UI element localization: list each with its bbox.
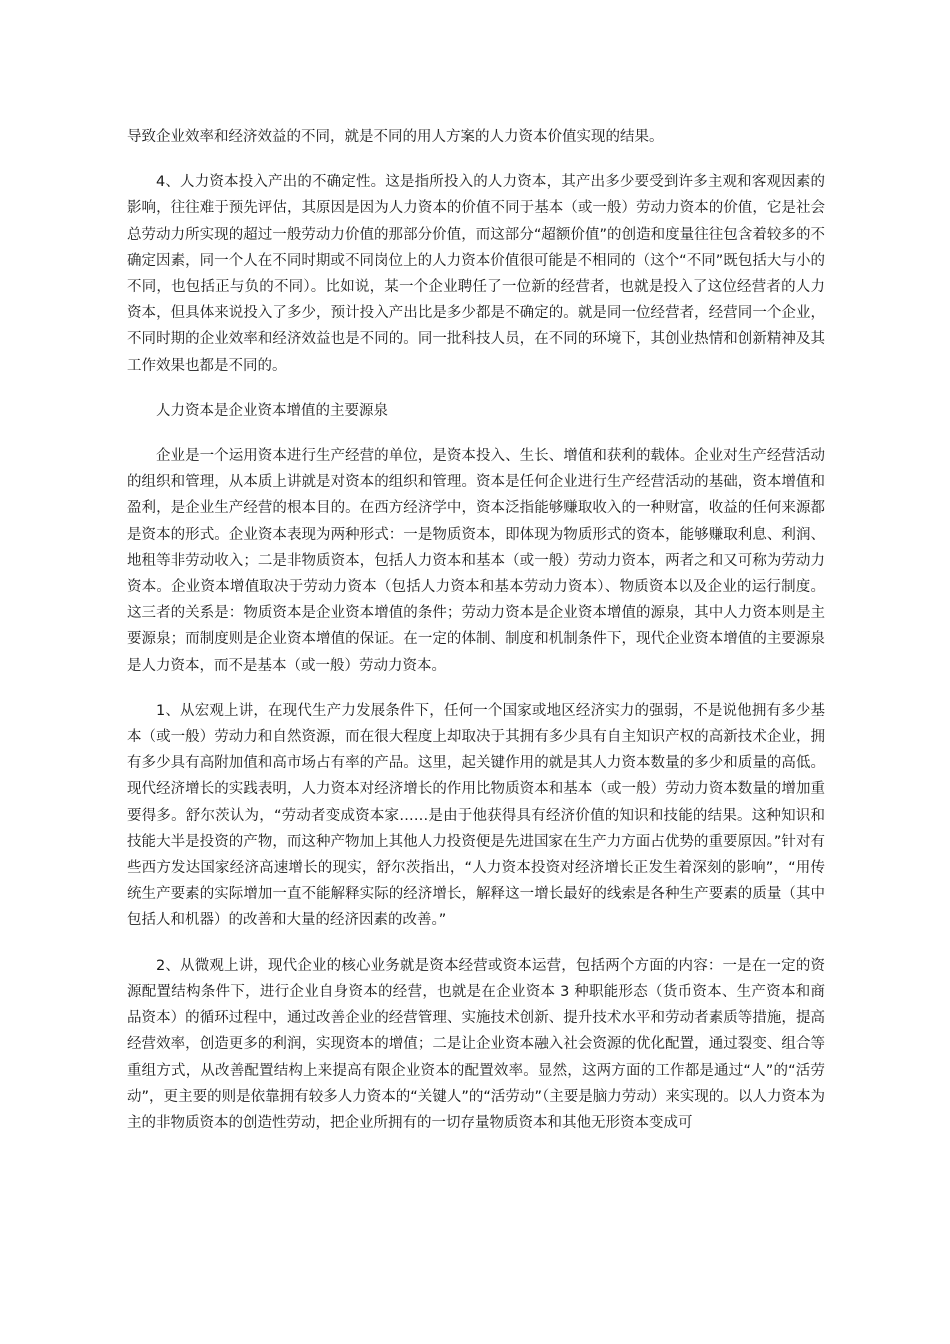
paragraph-macro: 1、从宏观上讲，在现代生产力发展条件下，任何一个国家或地区经济实力的强弱，不是说他拥有多少基本（或一般）劳动力和自然资源，而在很大程度上却取决于其拥有多少具有自主知识产权的高新技术企业，拥有多少具有高附加值和高市场占有率的产品。这里，起关键作用的就是其人力资本数量的多少和质量的高低。现代经济增长的实践表明，人力资本对经济增长的作用比物质资本和基本（或一般）劳动力资本数量的增加重要得多。舒尔茨认为，“劳动者变成资本家……是由于他获得具有经济价值的知识和技能的结果。这种知识和技能大半是投资的产物，而这种产物加上其他人力投资便是先进国家在生产力方面占优势的重要原因。”针对有些西方发达国家经济高速增长的现实，舒尔茨指出，“人力资本投资对经济增长正发生着深刻的影响”，“用传统生产要素的实际增加一直不能解释实际的经济增长，解释这一增长最好的线索是各种生产要素的质量（其中包括人和机器）的改善和大量的经济因素的改善。” (127, 702, 825, 929)
paragraph-uncertainty: 4、人力资本投入产出的不确定性。这是指所投入的人力资本，其产出多少要受到许多主观和客观因素的影响，往往难于预先评估，其原因是因为人力资本的价值不同于基本（或一般）劳动力资本的价值，它是社会总劳动力所实现的超过一般劳动力价值的那部分价值，而这部分“超额价值”的创造和度量往往包含着较多的不确定因素，同一个人在不同时期或不同岗位上的人力资本价值很可能是不相同的（这个“不同”既包括大与小的不同，也包括正与负的不同）。比如说，某一个企业聘任了一位新的经营者，也就是投入了这位经营者的人力资本，但具体来说投入了多少，预计投入产出比是多少都是不确定的。就是同一位经营者，经营同一个企业，不同时期的企业效率和经济效益也是不同的。同一批科技人员，在不同的环境下，其创业热情和创新精神及其工作效果也都是不同的。 (127, 174, 825, 374)
section-heading: 人力资本是企业资本增值的主要源泉 (156, 402, 388, 419)
paragraph-enterprise-capital: 企业是一个运用资本进行生产经营的单位，是资本投入、生长、增值和获利的载体。企业对生产经营活动的组织和管理，从本质上讲就是对资本的组织和管理。资本是任何企业进行生产经营活动的基础，资本增值和盈利，是企业生产经营的根本目的。在西方经济学中，资本泛指能够赚取收入的一种财富，收益的任何来源都是资本的形式。企业资本表现为两种形式：一是物质资本，即体现为物质形式的资本，能够赚取利息、利润、地租等非劳动收入；二是非物质资本，包括人力资本和基本（或一般）劳动力资本，两者之和又可称为劳动力资本。企业资本增值取决于劳动力资本（包括人力资本和基本劳动力资本）、物质资本以及企业的运行制度。这三者的关系是：物质资本是企业资本增值的条件；劳动力资本是企业资本增值的源泉，其中人力资本则是主要源泉；而制度则是企业资本增值的保证。在一定的体制、制度和机制条件下，现代企业资本增值的主要源泉是人力资本，而不是基本（或一般）劳动力资本。 (127, 448, 825, 674)
document-body (127, 124, 825, 1155)
paragraph-micro: 2、从微观上讲，现代企业的核心业务就是资本经营或资本运营，包括两个方面的内容：一是在一定的资源配置结构条件下，进行企业自身资本的经营，也就是在企业资本 3 种职能形态（货币资本、生产资本和商品资本）的循环过程中，通过改善企业的经营管理、实施技术创新、提升技术水平和劳动者素质等措施，提高经营效率，创造更多的利润，实现资本的增值；二是让企业资本融入社会资源的优化配置，通过裂变、组合等重组方式，从改善配置结构上来提高有限企业资本的配置效率。显然，这两方面的工作都是通过“人”的“活劳动”，更主要的则是依靠拥有较多人力资本的“关键人”的“活劳动”（主要是脑力劳动）来实现的。以人力资本为主的非物质资本的创造性劳动，把企业所拥有的一切存量物质资本和其他无形资本变成可 (127, 957, 825, 1131)
paragraph-continuation: 导致企业效率和经济效益的不同，就是不同的用人方案的人力资本价值实现的结果。 (127, 129, 664, 145)
